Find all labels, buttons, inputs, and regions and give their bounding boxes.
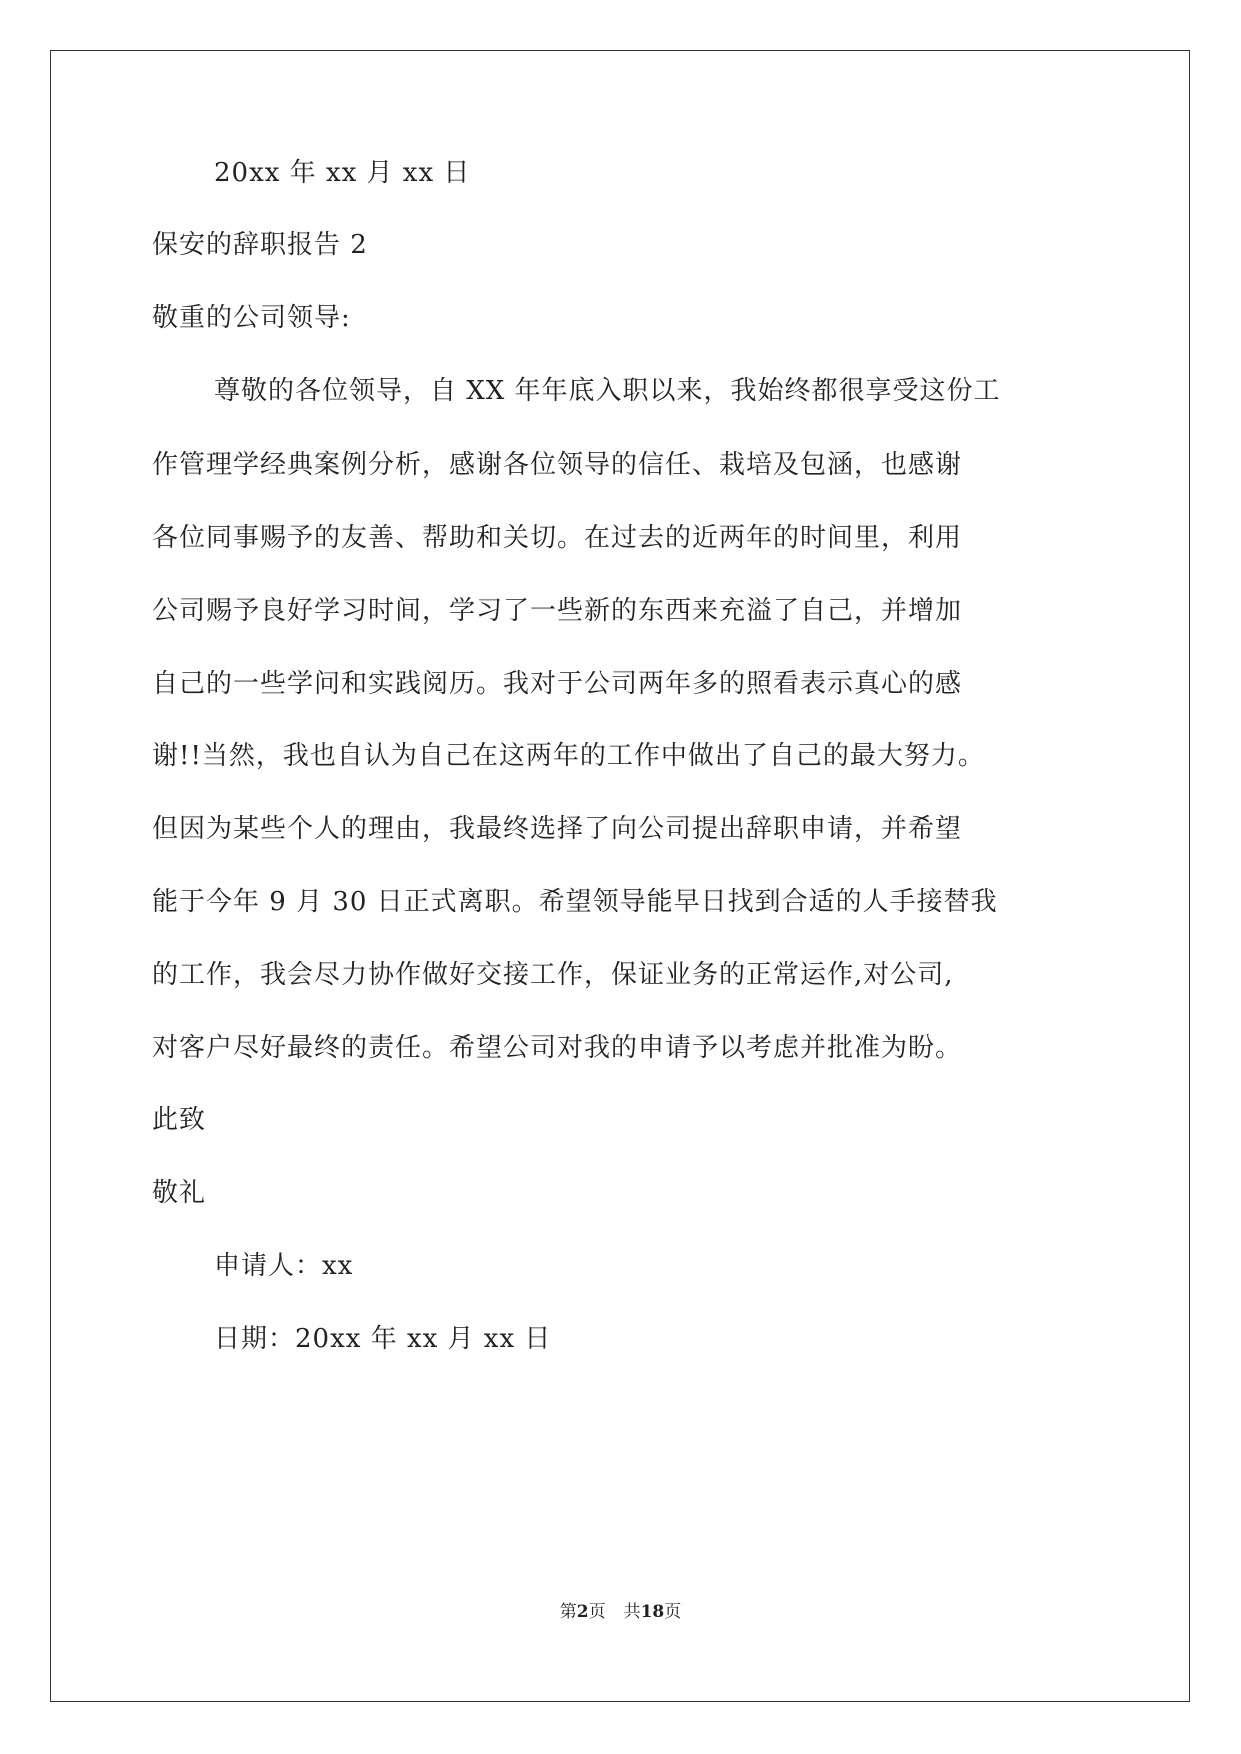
date-line: 20xx 年 xx 月 xx 日 [214,158,471,188]
body-line: 谢!!当然，我也自认为自己在这两年的工作中做出了自己的最大努力。 [152,741,985,771]
sign-date-line: 日期：20xx 年 xx 月 xx 日 [214,1324,552,1354]
page-number: 2 [576,1602,589,1622]
salutation: 敬重的公司领导: [152,303,351,333]
closing-regards: 敬礼 [152,1178,207,1208]
body-line: 各位同事赐予的友善、帮助和关切。在过去的近两年的时间里，利用 [152,523,963,553]
body-line: 能于今年 9 月 30 日正式离职。希望领导能早日找到合适的人手接替我 [152,887,998,917]
closing-line: 此致 [152,1105,207,1135]
body-line: 但因为某些个人的理由，我最终选择了向公司提出辞职申请，并希望 [152,814,963,844]
body-line: 尊敬的各位领导，自 XX 年年底入职以来，我始终都很享受这份工 [214,376,1001,406]
body-line: 作管理学经典案例分析，感谢各位领导的信任、栽培及包涵，也感谢 [152,450,963,480]
body-line: 自己的一些学问和实践阅历。我对于公司两年多的照看表示真心的感 [152,669,963,699]
page-footer [0,1600,1241,1624]
document-title: 保安的辞职报告 2 [152,230,368,260]
body-line: 对客户尽好最终的责任。希望公司对我的申请予以考虑并批准为盼。 [152,1033,963,1063]
total-prefix: 共 [623,1602,641,1622]
body-line: 公司赐予良好学习时间，学习了一些新的东西来充溢了自己，并增加 [152,596,963,626]
body-line: 的工作，我会尽力协作做好交接工作，保证业务的正常运作,对公司, [152,960,954,990]
total-unit: 页 [664,1602,682,1622]
page-unit: 页 [588,1602,606,1622]
total-pages: 18 [640,1602,665,1622]
page-prefix: 第 [559,1602,577,1622]
applicant-line: 申请人：xx [214,1251,354,1281]
